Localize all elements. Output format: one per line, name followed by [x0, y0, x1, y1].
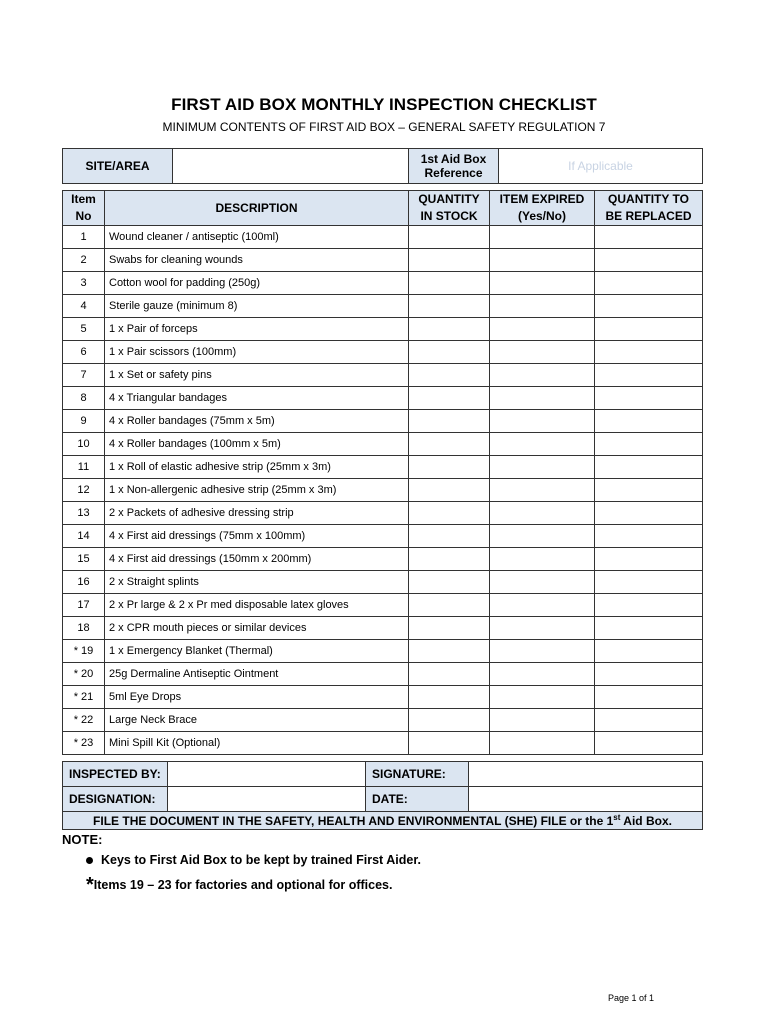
note-bullet	[86, 853, 421, 867]
note-star	[86, 874, 393, 897]
item-number: 11	[63, 456, 105, 479]
item-number: 2	[63, 249, 105, 272]
item-description: 1 x Non-allergenic adhesive strip (25mm x 3m)	[105, 479, 409, 502]
quantity-in-stock-cell[interactable]	[409, 295, 490, 318]
quantity-to-replace-cell[interactable]	[595, 295, 703, 318]
quantity-in-stock-cell[interactable]	[409, 272, 490, 295]
table-row	[63, 410, 703, 433]
item-expired-cell[interactable]	[490, 640, 595, 663]
item-description: 4 x Roller bandages (100mm x 5m)	[105, 433, 409, 456]
column-quantity-to-replace	[595, 191, 703, 226]
item-expired-cell[interactable]	[490, 686, 595, 709]
quantity-in-stock-cell[interactable]	[409, 709, 490, 732]
column-quantity-line1: QUANTITY	[418, 192, 480, 206]
item-number: * 19	[63, 640, 105, 663]
quantity-to-replace-cell[interactable]	[595, 410, 703, 433]
item-expired-cell[interactable]	[490, 709, 595, 732]
bullet-icon	[86, 857, 93, 864]
table-row	[63, 732, 703, 755]
item-expired-cell[interactable]	[490, 525, 595, 548]
item-description: 2 x Pr large & 2 x Pr med disposable latex gloves	[105, 594, 409, 617]
checklist-table	[62, 190, 703, 755]
item-number: 10	[63, 433, 105, 456]
page-number: Page 1 of 1	[608, 993, 655, 1003]
table-row	[63, 525, 703, 548]
file-instruction-end: Aid Box.	[620, 814, 672, 828]
table-row	[63, 295, 703, 318]
quantity-to-replace-cell[interactable]	[595, 617, 703, 640]
designation-label: DESIGNATION:	[63, 787, 168, 812]
item-expired-cell[interactable]	[490, 479, 595, 502]
item-expired-cell[interactable]	[490, 272, 595, 295]
quantity-to-replace-cell[interactable]	[595, 594, 703, 617]
item-number: 12	[63, 479, 105, 502]
item-number: 17	[63, 594, 105, 617]
quantity-in-stock-cell[interactable]	[409, 456, 490, 479]
table-row	[63, 663, 703, 686]
item-expired-cell[interactable]	[490, 249, 595, 272]
quantity-to-replace-cell[interactable]	[595, 709, 703, 732]
quantity-in-stock-cell[interactable]	[409, 387, 490, 410]
item-number: 18	[63, 617, 105, 640]
table-row	[63, 594, 703, 617]
table-row	[63, 433, 703, 456]
quantity-in-stock-cell[interactable]	[409, 226, 490, 249]
item-description: Wound cleaner / antiseptic (100ml)	[105, 226, 409, 249]
item-number: 9	[63, 410, 105, 433]
column-expired-line1: ITEM EXPIRED	[499, 192, 585, 206]
aid-box-reference-line2: Reference	[424, 166, 483, 180]
item-expired-cell[interactable]	[490, 364, 595, 387]
item-description: 4 x Triangular bandages	[105, 387, 409, 410]
quantity-in-stock-cell[interactable]	[409, 525, 490, 548]
item-number: 7	[63, 364, 105, 387]
item-description: 1 x Pair scissors (100mm)	[105, 341, 409, 364]
item-number: 14	[63, 525, 105, 548]
quantity-to-replace-cell[interactable]	[595, 318, 703, 341]
item-number: 5	[63, 318, 105, 341]
quantity-in-stock-cell[interactable]	[409, 571, 490, 594]
item-expired-cell[interactable]	[490, 456, 595, 479]
designation-field[interactable]	[168, 787, 366, 812]
item-expired-cell[interactable]	[490, 387, 595, 410]
item-number: 8	[63, 387, 105, 410]
quantity-in-stock-cell[interactable]	[409, 341, 490, 364]
item-description: 2 x Straight splints	[105, 571, 409, 594]
site-area-label: SITE/AREA	[63, 149, 173, 184]
item-description: 25g Dermaline Antiseptic Ointment	[105, 663, 409, 686]
item-description: 4 x First aid dressings (75mm x 100mm)	[105, 525, 409, 548]
asterisk-icon: *	[86, 874, 94, 896]
column-quantity-line2: IN STOCK	[420, 209, 478, 223]
quantity-in-stock-cell[interactable]	[409, 686, 490, 709]
quantity-in-stock-cell[interactable]	[409, 548, 490, 571]
item-description: 2 x CPR mouth pieces or similar devices	[105, 617, 409, 640]
quantity-in-stock-cell[interactable]	[409, 433, 490, 456]
quantity-to-replace-cell[interactable]	[595, 686, 703, 709]
quantity-to-replace-cell[interactable]	[595, 249, 703, 272]
file-instruction	[63, 812, 703, 830]
table-row	[63, 640, 703, 663]
quantity-to-replace-cell[interactable]	[595, 663, 703, 686]
item-number: 13	[63, 502, 105, 525]
inspected-by-field[interactable]	[168, 762, 366, 787]
table-row	[63, 272, 703, 295]
table-row	[63, 686, 703, 709]
quantity-to-replace-cell[interactable]	[595, 364, 703, 387]
site-area-field[interactable]	[173, 149, 409, 184]
item-expired-cell[interactable]	[490, 571, 595, 594]
aid-box-reference-field[interactable]: If Applicable	[499, 149, 703, 184]
item-number: 1	[63, 226, 105, 249]
table-row	[63, 249, 703, 272]
item-expired-cell[interactable]	[490, 732, 595, 755]
quantity-in-stock-cell[interactable]	[409, 410, 490, 433]
quantity-in-stock-cell[interactable]	[409, 640, 490, 663]
note-heading: NOTE:	[62, 832, 103, 847]
item-expired-cell[interactable]	[490, 433, 595, 456]
quantity-to-replace-cell[interactable]	[595, 640, 703, 663]
quantity-in-stock-cell[interactable]	[409, 249, 490, 272]
quantity-to-replace-cell[interactable]	[595, 732, 703, 755]
quantity-to-replace-cell[interactable]	[595, 525, 703, 548]
item-description: 2 x Packets of adhesive dressing strip	[105, 502, 409, 525]
checklist-header-row	[63, 191, 703, 226]
date-label: DATE:	[366, 787, 469, 812]
file-instruction-superscript: st	[613, 813, 621, 822]
item-description: 1 x Roll of elastic adhesive strip (25mm x 3m)	[105, 456, 409, 479]
table-row	[63, 364, 703, 387]
column-item-no-line1: Item	[71, 192, 96, 206]
note-bullet-text: Keys to First Aid Box to be kept by trained First Aider.	[101, 853, 421, 867]
quantity-to-replace-cell[interactable]	[595, 433, 703, 456]
quantity-in-stock-cell[interactable]	[409, 479, 490, 502]
column-item-no-line2: No	[75, 209, 92, 223]
quantity-in-stock-cell[interactable]	[409, 663, 490, 686]
item-number: 4	[63, 295, 105, 318]
quantity-to-replace-cell[interactable]	[595, 456, 703, 479]
item-number: 3	[63, 272, 105, 295]
aid-box-reference-label	[409, 149, 499, 184]
quantity-in-stock-cell[interactable]	[409, 502, 490, 525]
quantity-to-replace-cell[interactable]	[595, 479, 703, 502]
item-expired-cell[interactable]	[490, 502, 595, 525]
table-row	[63, 709, 703, 732]
item-number: 6	[63, 341, 105, 364]
quantity-in-stock-cell[interactable]	[409, 594, 490, 617]
table-row	[63, 548, 703, 571]
item-number: * 22	[63, 709, 105, 732]
item-description: Mini Spill Kit (Optional)	[105, 732, 409, 755]
quantity-to-replace-cell[interactable]	[595, 226, 703, 249]
table-row	[63, 502, 703, 525]
column-description: DESCRIPTION	[105, 191, 409, 226]
document-subtitle: MINIMUM CONTENTS OF FIRST AID BOX – GENERAL SAFETY REGULATION 7	[162, 120, 606, 134]
table-row	[63, 341, 703, 364]
item-expired-cell[interactable]	[490, 663, 595, 686]
note-star-text: Items 19 – 23 for factories and optional for offices.	[93, 878, 393, 892]
item-number: 16	[63, 571, 105, 594]
item-description: 4 x First aid dressings (150mm x 200mm)	[105, 548, 409, 571]
column-expired-line2: (Yes/No)	[517, 209, 566, 223]
item-description: Swabs for cleaning wounds	[105, 249, 409, 272]
quantity-in-stock-cell[interactable]	[409, 617, 490, 640]
checklist-body	[63, 226, 703, 755]
quantity-to-replace-cell[interactable]	[595, 548, 703, 571]
quantity-to-replace-cell[interactable]	[595, 341, 703, 364]
signoff-table	[62, 761, 703, 830]
column-quantity-in-stock	[409, 191, 490, 226]
item-description: 1 x Pair of forceps	[105, 318, 409, 341]
quantity-to-replace-cell[interactable]	[595, 571, 703, 594]
quantity-in-stock-cell[interactable]	[409, 364, 490, 387]
item-description: Cotton wool for padding (250g)	[105, 272, 409, 295]
table-row	[63, 571, 703, 594]
table-row	[63, 226, 703, 249]
quantity-in-stock-cell[interactable]	[409, 318, 490, 341]
quantity-to-replace-cell[interactable]	[595, 272, 703, 295]
table-row	[63, 456, 703, 479]
signature-field[interactable]	[469, 762, 703, 787]
column-item-expired	[490, 191, 595, 226]
quantity-in-stock-cell[interactable]	[409, 732, 490, 755]
item-expired-cell[interactable]	[490, 548, 595, 571]
item-number: * 21	[63, 686, 105, 709]
site-info-table	[62, 148, 703, 184]
item-description: Large Neck Brace	[105, 709, 409, 732]
column-replace-line2: BE REPLACED	[605, 209, 692, 223]
quantity-to-replace-cell[interactable]	[595, 387, 703, 410]
table-row	[63, 387, 703, 410]
file-instruction-text: FILE THE DOCUMENT IN THE SAFETY, HEALTH AND ENVIRONMENTAL (SHE) FILE or the 1	[93, 814, 614, 828]
signature-label: SIGNATURE:	[366, 762, 469, 787]
item-number: 15	[63, 548, 105, 571]
table-row	[63, 479, 703, 502]
table-row	[63, 617, 703, 640]
item-expired-cell[interactable]	[490, 295, 595, 318]
item-expired-cell[interactable]	[490, 594, 595, 617]
item-expired-cell[interactable]	[490, 226, 595, 249]
item-description: 1 x Emergency Blanket (Thermal)	[105, 640, 409, 663]
item-expired-cell[interactable]	[490, 410, 595, 433]
item-description: Sterile gauze (minimum 8)	[105, 295, 409, 318]
document-title: FIRST AID BOX MONTHLY INSPECTION CHECKLIST	[171, 95, 597, 114]
item-expired-cell[interactable]	[490, 318, 595, 341]
aid-box-reference-line1: 1st Aid Box	[420, 152, 487, 166]
item-number: * 20	[63, 663, 105, 686]
item-description: 1 x Set or safety pins	[105, 364, 409, 387]
item-description: 5ml Eye Drops	[105, 686, 409, 709]
column-item-no	[63, 191, 105, 226]
table-row	[63, 318, 703, 341]
date-field[interactable]	[469, 787, 703, 812]
item-expired-cell[interactable]	[490, 617, 595, 640]
item-expired-cell[interactable]	[490, 341, 595, 364]
item-description: 4 x Roller bandages (75mm x 5m)	[105, 410, 409, 433]
inspected-by-label: INSPECTED BY:	[63, 762, 168, 787]
item-number: * 23	[63, 732, 105, 755]
column-replace-line1: QUANTITY TO	[608, 192, 689, 206]
quantity-to-replace-cell[interactable]	[595, 502, 703, 525]
